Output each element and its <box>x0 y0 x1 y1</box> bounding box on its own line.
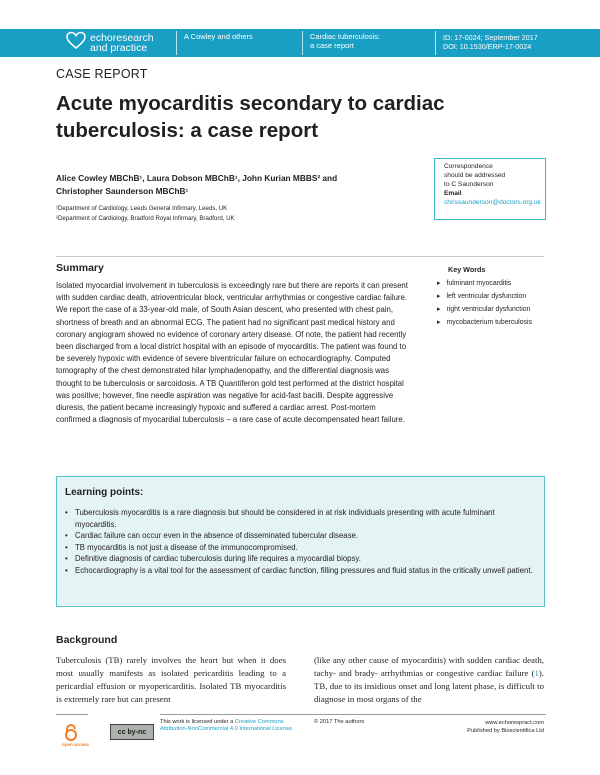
license-link[interactable]: Creative Commons Attribution-NonCommercial 4.0 International License. <box>160 719 294 733</box>
footer-divider <box>160 714 546 715</box>
header-short-title <box>303 29 435 57</box>
email-label: Email <box>444 190 462 197</box>
article-title: Acute myocarditis secondary to cardiac tuberculosis: a case report <box>56 92 445 142</box>
author-list <box>56 172 386 198</box>
correspondence-line-1: Correspondence <box>444 163 493 170</box>
email-link[interactable]: chrissaunderson@doctors.org.uk <box>444 199 541 206</box>
creative-commons-badge[interactable]: cc by-nc <box>110 724 154 740</box>
reference-link[interactable]: 1 <box>534 668 539 678</box>
header-short-title-line2: a case report <box>310 41 354 50</box>
header-authors: A Cowley and others <box>184 32 253 41</box>
keyword-item: ▸ left ventricular dysfunction <box>437 290 532 303</box>
background-text-right <box>314 654 544 706</box>
correspondence-box <box>434 158 546 220</box>
journal-website-link[interactable]: www.echorespract.com <box>485 720 544 726</box>
journal-header-bar <box>0 29 600 57</box>
section-label: CASE REPORT <box>56 67 148 81</box>
learning-point: • Definitive diagnosis of cardiac tuberculosis during life requires a myocardial biopsy. <box>65 553 535 565</box>
heart-logo-icon <box>66 31 86 51</box>
article-doi[interactable]: DOI: 10.1530/ERP-17-0024 <box>443 42 532 51</box>
summary-heading: Summary <box>56 262 104 274</box>
learning-points-heading: Learning points: <box>65 487 144 498</box>
learning-point: • Cardiac failure can occur even in the absence of disseminated tubercular disease. <box>65 530 535 542</box>
copyright: © 2017 The authors <box>314 719 365 725</box>
header-article-id <box>436 29 600 57</box>
keyword-item: ▸ mycobacterium tuberculosis <box>437 316 532 329</box>
background-heading: Background <box>56 634 118 646</box>
journal-name <box>90 33 154 53</box>
background-text-segment: ). TB, due to its insidious onset and long latent phase, is difficult to diagnose in most organs of the <box>314 668 544 704</box>
open-access-lock-icon <box>56 724 86 742</box>
author-line-1: Alice Cowley MBChB¹, Laura Dobson MBChB¹, John Kurian MBBS² and <box>56 173 338 183</box>
learning-point: • Tuberculosis myocarditis is a rare diagnosis but should be considered in at risk individuals presenting with acute fulminant myocarditis. <box>65 507 535 530</box>
open-access-label: open access <box>62 742 90 747</box>
background-text-left: Tuberculosis (TB) rarely involves the heart but when it does most usually manifests as isolated pericarditis leading to a pericardial effusion or myopericarditis. Isolated TB myocarditis is extremely rare but can present <box>56 655 286 704</box>
background-text-segment: (like any other cause of myocarditis) with sudden cardiac death, tachy- and brady- arrhythmias or congestive cardiac failure ( <box>314 655 544 678</box>
keywords-heading: Key Words <box>448 265 486 274</box>
affiliation-1: ¹Department of Cardiology, Leeds General Infirmary, Leeds, UK <box>56 205 228 212</box>
summary-text: Isolated myocardial involvement in tuberculosis is exceedingly rare but there are reports it can present with sudden cardiac death, atrioventricular block, ventricular arrhythmias or congestive cardiac failure. We report the case of a 33-year-old male, of South Asian descent, who presented with chest pain, shortness of breath and an abnormal ECG. The patient had no significant past medical history and coronary angiogram showed no evidence of coronary artery disease. Of note, the patient had recently been discharged from a local district hospital with an episode of myocarditis. The patient was found to be severely hypoxic with evidence of severe biventricular failure on echocardiography. Computed tomography of the chest demonstrated hilar lymphadenopathy, and the differential diagnosis was thought to be tuberculosis or sarcoidosis. A TB Quantiferon gold test performed at the district hospital was positive; however, fine needle aspiration was negative for acid-fast bacilli. Despite aggressive diuresis, the patient became increasingly hypoxic and suffered a cardiac arrest. Post-mortem confirmed a diagnosis of myocardial tuberculosis – a rare case of acute decompensated heart failure. <box>56 281 408 425</box>
learning-points-list <box>65 507 535 576</box>
publisher-name: Published by Bioscientifica Ltd <box>467 728 544 734</box>
author-line-2: Christopher Saunderson MBChB¹ <box>56 186 189 196</box>
correspondence-line-3: to C Saunderson <box>444 181 494 188</box>
license-statement <box>160 719 300 733</box>
journal-name-line2: and practice <box>90 42 148 54</box>
header-short-title-line1: Cardiac tuberculosis: <box>310 32 381 41</box>
footer-divider <box>56 714 88 715</box>
affiliations <box>56 204 386 224</box>
learning-point: • TB myocarditis is not just a disease of the immunocompromised. <box>65 542 535 554</box>
keywords-list <box>437 277 532 329</box>
learning-point: • Echocardiography is a vital tool for the assessment of cardiac function, filling pressures and fluid status in the critically unwell patient. <box>65 565 535 577</box>
divider <box>56 256 544 257</box>
article-id: ID: 17-0024; September 2017 <box>443 33 538 42</box>
journal-logo[interactable] <box>0 29 176 57</box>
keyword-item: ▸ right ventricular dysfunction <box>437 303 532 316</box>
affiliation-2: ²Department of Cardiology, Bradford Royal Infirmary, Bradford, UK <box>56 215 235 222</box>
keyword-item: ▸ fulminant myocarditis <box>437 277 532 290</box>
journal-name-line1: echoresearch <box>90 32 154 44</box>
correspondence-line-2: should be addressed <box>444 172 506 179</box>
learning-points-box <box>56 476 545 607</box>
publisher-info <box>467 719 544 735</box>
license-prefix: This work is licensed under a <box>160 719 235 725</box>
